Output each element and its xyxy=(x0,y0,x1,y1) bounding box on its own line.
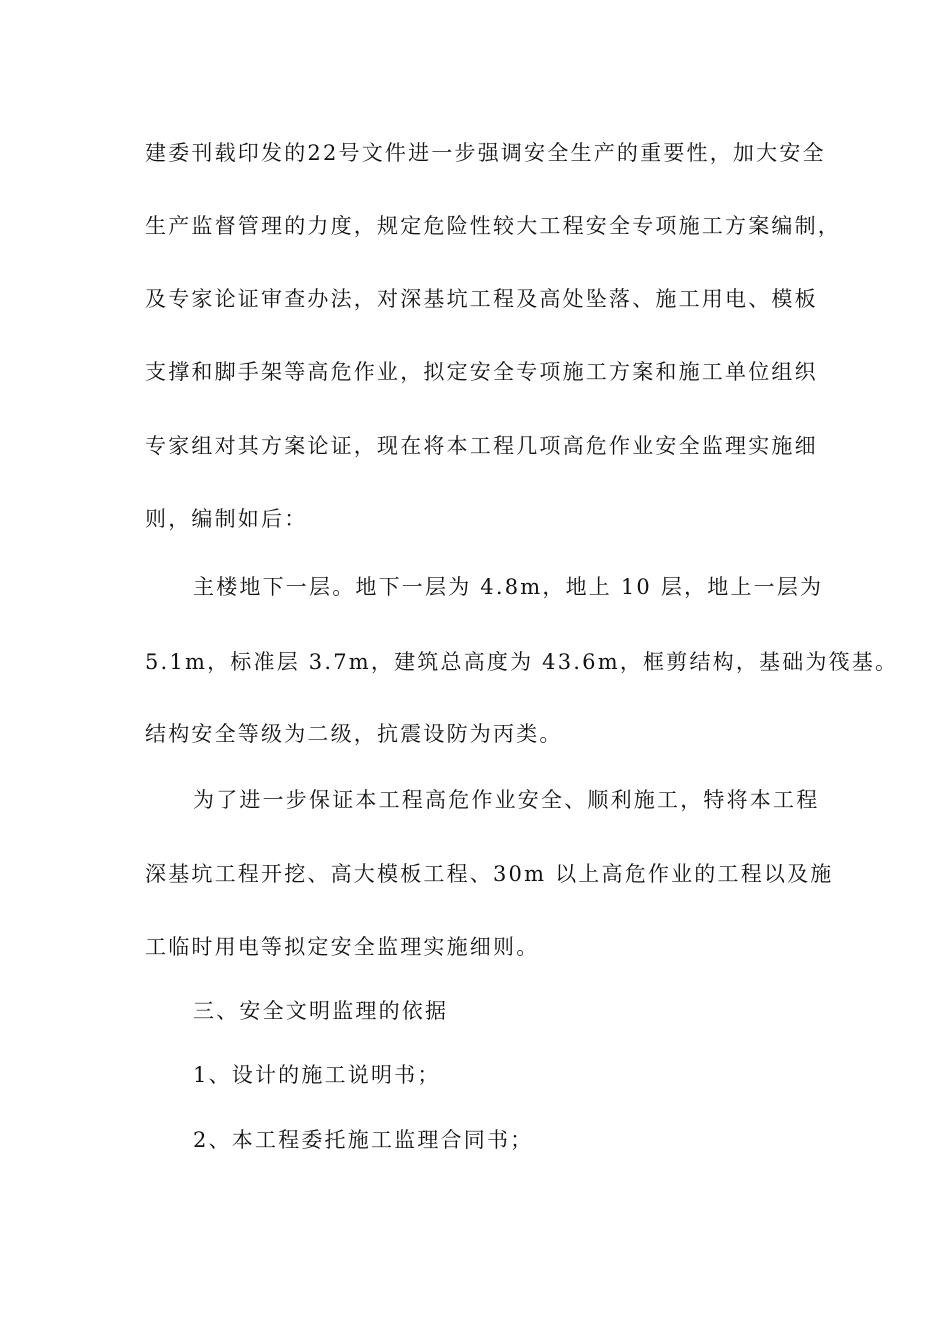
text-line: 建委刊载印发的22号文件进一步强调安全生产的重要性，加大安全 xyxy=(145,141,826,165)
text-line: 则，编制如后： xyxy=(145,507,308,531)
text-line: 生产监督管理的力度，规定危险性较大工程安全专项施工方案编制， xyxy=(145,214,841,238)
text-line: 为了进一步保证本工程高危作业安全、顺利施工，特将本工程 xyxy=(193,788,820,812)
list-item: 2、本工程委托施工监理合同书； xyxy=(193,1128,534,1152)
text-line: 结构安全等级为二级，抗震设防为丙类。 xyxy=(145,722,563,746)
section-heading: 三、安全文明监理的依据 xyxy=(193,999,449,1023)
text-line: 工临时用电等拟定安全监理实施细则。 xyxy=(145,935,540,959)
text-line: 及专家论证审查办法，对深基坑工程及高处坠落、施工用电、模板 xyxy=(145,287,818,311)
list-item: 1、设计的施工说明书； xyxy=(193,1063,441,1087)
text-line: 深基坑工程开挖、高大模板工程、30m 以上高危作业的工程以及施 xyxy=(145,862,834,886)
text-line: 支撑和脚手架等高危作业，拟定安全专项施工方案和施工单位组织 xyxy=(145,360,818,384)
text-line: 主楼地下一层。地下一层为 4.8m，地上 10 层，地上一层为 xyxy=(193,575,824,599)
text-line: 5.1m，标准层 3.7m，建筑总高度为 43.6m，框剪结构，基础为筏基。 xyxy=(145,650,899,674)
text-line: 专家组对其方案论证，现在将本工程几项高危作业安全监理实施细 xyxy=(145,434,818,458)
